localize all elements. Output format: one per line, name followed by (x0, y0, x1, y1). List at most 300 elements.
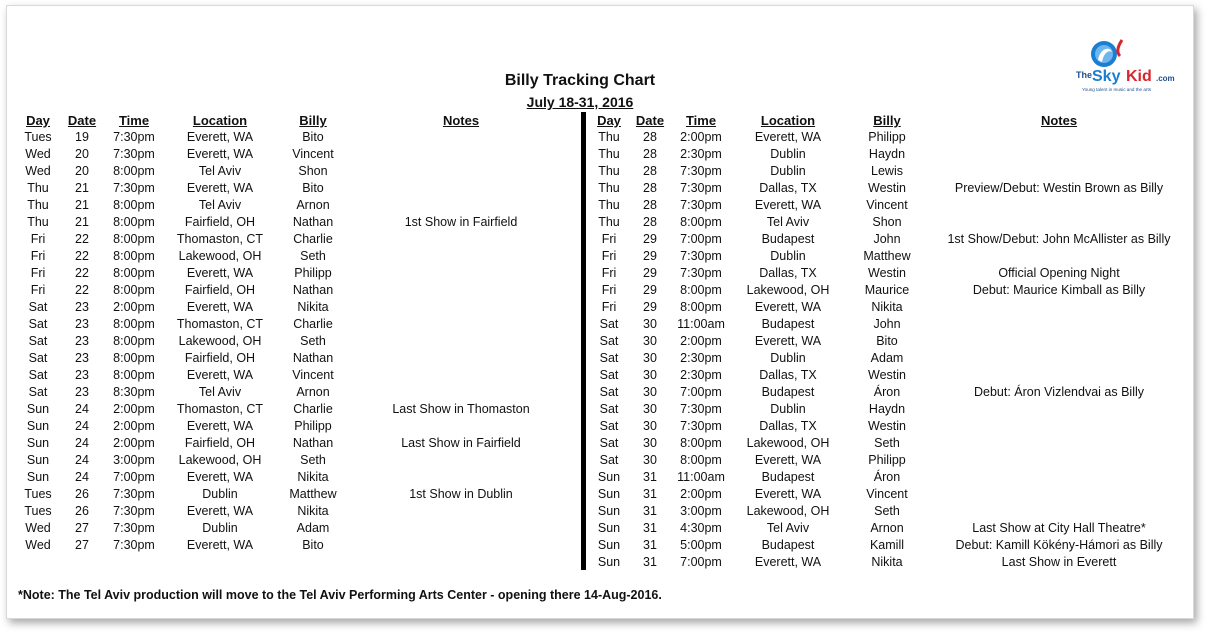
cell-day: Sun (597, 470, 621, 484)
cell-location: Everett, WA (186, 300, 254, 314)
cell-date: 22 (75, 232, 89, 246)
header-billy: Billy (299, 113, 327, 128)
cell-day: Tues (24, 487, 52, 501)
cell-notes (930, 129, 1188, 146)
cell-billy: Vincent (292, 368, 334, 382)
cell-day: Fri (30, 232, 46, 246)
table-row (16, 401, 572, 418)
cell-time: 8:00pm (113, 351, 155, 365)
cell-time: 2:00pm (113, 419, 155, 433)
cell-time: 7:30pm (680, 266, 722, 280)
cell-location: Thomaston, CT (176, 402, 264, 416)
page-subtitle: July 18-31, 2016 (526, 94, 634, 110)
cell-notes (350, 384, 572, 401)
cell-notes (930, 486, 1188, 503)
cell-notes (930, 316, 1188, 333)
header-date: Date (67, 113, 97, 128)
cell-notes (930, 469, 1188, 486)
cell-date: 28 (643, 215, 657, 229)
cell-location: Dublin (770, 249, 806, 263)
cell-billy: Arnon (296, 385, 330, 399)
cell-date: 31 (643, 470, 657, 484)
cell-time: 7:30pm (113, 538, 155, 552)
table-row (588, 299, 1188, 316)
cell-date: 31 (643, 487, 657, 501)
cell-time: 7:30pm (680, 419, 722, 433)
cell-billy: Westin (868, 181, 906, 195)
table-row (16, 469, 572, 486)
cell-location: Dallas, TX (759, 368, 817, 382)
table-row (588, 129, 1188, 146)
cell-date: 24 (75, 419, 89, 433)
cell-notes (930, 401, 1188, 418)
column-divider (581, 112, 586, 570)
cell-date: 31 (643, 538, 657, 552)
table-row (16, 435, 572, 452)
cell-billy: Seth (300, 334, 326, 348)
cell-day: Thu (598, 198, 620, 212)
table-row (588, 248, 1188, 265)
cell-day: Sat (599, 317, 619, 331)
cell-time: 8:00pm (113, 317, 155, 331)
cell-time: 8:00pm (113, 266, 155, 280)
cell-time: 5:00pm (680, 538, 722, 552)
cell-location: Everett, WA (186, 147, 254, 161)
cell-date: 31 (643, 521, 657, 535)
table-row (588, 469, 1188, 486)
cell-time: 8:00pm (680, 436, 722, 450)
cell-billy: Nikita (297, 470, 329, 484)
table-row (588, 435, 1188, 452)
cell-day: Thu (27, 198, 49, 212)
skykid-logo (1076, 38, 1180, 98)
cell-billy: Adam (296, 521, 330, 535)
cell-day: Sun (26, 453, 50, 467)
cell-notes: 1st Show in Dublin (409, 487, 513, 501)
cell-date: 31 (643, 555, 657, 569)
table-row (16, 180, 572, 197)
schedule-table-left (16, 112, 572, 554)
cell-day: Thu (27, 215, 49, 229)
table-row (16, 163, 572, 180)
cell-location: Dublin (202, 487, 238, 501)
table-row (588, 384, 1188, 401)
cell-time: 7:30pm (680, 198, 722, 212)
cell-date: 30 (643, 385, 657, 399)
table-row (16, 129, 572, 146)
cell-billy: Adam (870, 351, 904, 365)
cell-notes (930, 350, 1188, 367)
cell-day: Sat (28, 300, 48, 314)
cell-time: 8:00pm (113, 368, 155, 382)
cell-date: 27 (75, 521, 89, 535)
cell-location: Dublin (202, 521, 238, 535)
cell-day: Fri (601, 300, 617, 314)
table-row (16, 231, 572, 248)
cell-location: Budapest (761, 385, 815, 399)
header-notes: Notes (442, 113, 480, 128)
cell-date: 21 (75, 181, 89, 195)
cell-notes (930, 197, 1188, 214)
cell-notes (930, 503, 1188, 520)
cell-billy: Matthew (289, 487, 337, 501)
cell-time: 7:00pm (680, 385, 722, 399)
cell-day: Sat (28, 334, 48, 348)
cell-day: Sat (599, 385, 619, 399)
cell-billy: Westin (868, 419, 906, 433)
table-row (16, 367, 572, 384)
cell-location: Tel Aviv (198, 164, 242, 178)
cell-location: Fairfield, OH (184, 351, 256, 365)
table-row (588, 554, 1188, 571)
cell-date: 30 (643, 419, 657, 433)
cell-billy: Shon (872, 215, 902, 229)
table-header-row (16, 112, 572, 129)
cell-day: Sat (599, 334, 619, 348)
table-row (588, 401, 1188, 418)
cell-billy: Charlie (293, 232, 333, 246)
table-row (16, 214, 572, 231)
cell-date: 26 (75, 504, 89, 518)
cell-date: 29 (643, 232, 657, 246)
cell-location: Budapest (761, 232, 815, 246)
cell-date: 23 (75, 334, 89, 348)
cell-location: Thomaston, CT (176, 317, 264, 331)
cell-notes (350, 520, 572, 537)
cell-notes (350, 299, 572, 316)
cell-date: 29 (643, 266, 657, 280)
cell-notes: Last Show in Everett (1001, 555, 1117, 569)
cell-notes (930, 452, 1188, 469)
cell-location: Dallas, TX (759, 419, 817, 433)
header-location: Location (760, 113, 816, 128)
cell-time: 2:00pm (680, 130, 722, 144)
cell-date: 28 (643, 164, 657, 178)
cell-day: Sat (599, 368, 619, 382)
cell-billy: Philipp (294, 419, 332, 433)
cell-location: Lakewood, OH (746, 436, 830, 450)
cell-date: 19 (75, 130, 89, 144)
cell-day: Wed (25, 164, 51, 178)
header-day: Day (597, 113, 621, 128)
cell-billy: Nikita (871, 555, 903, 569)
cell-location: Tel Aviv (198, 198, 242, 212)
cell-day: Fri (601, 249, 617, 263)
cell-day: Wed (25, 538, 51, 552)
cell-location: Dublin (770, 402, 806, 416)
cell-notes: Last Show at City Hall Theatre* (972, 521, 1146, 535)
cell-time: 7:30pm (680, 164, 722, 178)
header-date: Date (635, 113, 665, 128)
header-billy: Billy (873, 113, 901, 128)
cell-location: Everett, WA (754, 300, 822, 314)
cell-day: Sat (599, 351, 619, 365)
cell-time: 2:30pm (680, 147, 722, 161)
cell-notes (350, 333, 572, 350)
cell-notes: Last Show in Thomaston (392, 402, 530, 416)
cell-day: Tues (24, 130, 52, 144)
table-row (588, 503, 1188, 520)
cell-location: Everett, WA (754, 555, 822, 569)
cell-day: Fri (30, 249, 46, 263)
cell-billy: Philipp (868, 130, 906, 144)
cell-billy: Philipp (868, 453, 906, 467)
cell-day: Fri (30, 283, 46, 297)
logo-the-text: The (1076, 70, 1093, 80)
cell-time: 7:30pm (113, 130, 155, 144)
cell-date: 24 (75, 453, 89, 467)
cell-location: Everett, WA (754, 334, 822, 348)
cell-notes (350, 282, 572, 299)
cell-time: 3:00pm (680, 504, 722, 518)
cell-time: 8:00pm (113, 198, 155, 212)
table-row (588, 520, 1188, 537)
cell-location: Everett, WA (186, 538, 254, 552)
cell-day: Wed (25, 147, 51, 161)
cell-time: 7:30pm (113, 521, 155, 535)
cell-time: 11:00am (677, 470, 725, 484)
cell-billy: Bito (876, 334, 898, 348)
cell-day: Thu (598, 164, 620, 178)
cell-notes (350, 180, 572, 197)
cell-notes (930, 418, 1188, 435)
cell-day: Thu (27, 181, 49, 195)
cell-time: 8:00pm (113, 249, 155, 263)
cell-location: Everett, WA (754, 130, 822, 144)
cell-day: Sun (597, 521, 621, 535)
table-row (588, 350, 1188, 367)
table-row (588, 418, 1188, 435)
cell-day: Fri (601, 283, 617, 297)
cell-notes (350, 503, 572, 520)
cell-billy: Vincent (866, 198, 908, 212)
cell-day: Sun (26, 402, 50, 416)
cell-location: Everett, WA (186, 504, 254, 518)
table-row (588, 367, 1188, 384)
cell-notes (350, 452, 572, 469)
cell-billy: Nathan (292, 436, 334, 450)
cell-day: Tues (24, 504, 52, 518)
cell-notes (350, 129, 572, 146)
cell-notes (350, 248, 572, 265)
cell-time: 8:00pm (113, 232, 155, 246)
cell-billy: Haydn (868, 147, 906, 161)
cell-day: Thu (598, 147, 620, 161)
cell-date: 28 (643, 181, 657, 195)
cell-date: 24 (75, 436, 89, 450)
cell-notes: Preview/Debut: Westin Brown as Billy (954, 181, 1164, 195)
cell-date: 30 (643, 453, 657, 467)
table-row (588, 265, 1188, 282)
cell-time: 2:00pm (680, 334, 722, 348)
cell-location: Budapest (761, 538, 815, 552)
cell-date: 23 (75, 317, 89, 331)
cell-notes (350, 469, 572, 486)
table-row (588, 163, 1188, 180)
cell-notes (350, 231, 572, 248)
cell-time: 7:30pm (113, 487, 155, 501)
cell-location: Everett, WA (186, 266, 254, 280)
cell-day: Thu (598, 181, 620, 195)
cell-time: 2:00pm (113, 436, 155, 450)
cell-location: Dublin (770, 351, 806, 365)
cell-notes (930, 163, 1188, 180)
header-location: Location (192, 113, 248, 128)
cell-billy: Seth (300, 249, 326, 263)
cell-location: Lakewood, OH (178, 249, 262, 263)
cell-location: Budapest (761, 317, 815, 331)
cell-date: 27 (75, 538, 89, 552)
cell-notes (350, 265, 572, 282)
table-row (16, 248, 572, 265)
table-row (588, 197, 1188, 214)
cell-billy: John (873, 317, 901, 331)
cell-day: Sun (26, 436, 50, 450)
cell-day: Sun (26, 470, 50, 484)
cell-day: Sun (597, 538, 621, 552)
table-row (16, 197, 572, 214)
cell-billy: Áron (873, 385, 901, 399)
cell-notes: Debut: Kamill Kökény-Hámori as Billy (955, 538, 1163, 552)
cell-date: 29 (643, 283, 657, 297)
cell-day: Sat (28, 368, 48, 382)
cell-billy: Westin (868, 266, 906, 280)
table-row (16, 520, 572, 537)
table-row (16, 486, 572, 503)
cell-time: 7:30pm (113, 504, 155, 518)
cell-date: 30 (643, 402, 657, 416)
cell-notes: 1st Show in Fairfield (404, 215, 518, 229)
table-row (16, 537, 572, 554)
table-row (16, 418, 572, 435)
cell-location: Dallas, TX (759, 266, 817, 280)
cell-day: Sat (599, 419, 619, 433)
cell-location: Everett, WA (186, 470, 254, 484)
cell-time: 2:00pm (113, 402, 155, 416)
header-day: Day (26, 113, 50, 128)
cell-billy: Nathan (292, 215, 334, 229)
table-row (16, 333, 572, 350)
cell-billy: Vincent (866, 487, 908, 501)
cell-day: Sat (599, 453, 619, 467)
cell-notes (930, 367, 1188, 384)
header-time: Time (685, 113, 717, 128)
cell-day: Sat (28, 351, 48, 365)
table-row (16, 503, 572, 520)
cell-day: Fri (601, 266, 617, 280)
cell-location: Everett, WA (754, 453, 822, 467)
cell-billy: Shon (298, 164, 328, 178)
cell-notes (350, 197, 572, 214)
cell-billy: Westin (868, 368, 906, 382)
cell-billy: Seth (874, 504, 900, 518)
cell-time: 8:00pm (113, 283, 155, 297)
cell-notes (350, 367, 572, 384)
cell-time: 8:00pm (113, 164, 155, 178)
cell-date: 30 (643, 317, 657, 331)
cell-date: 30 (643, 436, 657, 450)
cell-billy: Arnon (870, 521, 904, 535)
cell-notes: Debut: Áron Vizlendvai as Billy (974, 385, 1144, 399)
cell-date: 22 (75, 283, 89, 297)
cell-billy: Áron (873, 470, 901, 484)
cell-location: Everett, WA (186, 419, 254, 433)
cell-date: 23 (75, 368, 89, 382)
cell-date: 20 (75, 164, 89, 178)
cell-date: 23 (75, 300, 89, 314)
cell-billy: Maurice (864, 283, 910, 297)
cell-billy: Arnon (296, 198, 330, 212)
cell-billy: John (873, 232, 901, 246)
cell-location: Budapest (761, 470, 815, 484)
cell-time: 2:30pm (680, 368, 722, 382)
cell-time: 3:00pm (113, 453, 155, 467)
cell-billy: Kamill (869, 538, 905, 552)
cell-billy: Charlie (293, 402, 333, 416)
cell-location: Lakewood, OH (178, 453, 262, 467)
page-title: Billy Tracking Chart (504, 72, 656, 89)
cell-time: 7:00pm (680, 232, 722, 246)
table-row (588, 486, 1188, 503)
cell-billy: Matthew (863, 249, 911, 263)
cell-billy: Lewis (871, 164, 903, 178)
logo-kid-text: Kid (1126, 68, 1152, 85)
cell-date: 21 (75, 198, 89, 212)
cell-time: 7:00pm (113, 470, 155, 484)
table-row (588, 537, 1188, 554)
cell-notes (350, 146, 572, 163)
table-header-row (588, 112, 1188, 129)
header-time: Time (118, 113, 150, 128)
table-row (588, 316, 1188, 333)
cell-time: 8:00pm (680, 283, 722, 297)
cell-billy: Nathan (292, 283, 334, 297)
cell-billy: Philipp (294, 266, 332, 280)
cell-notes (930, 146, 1188, 163)
schedule-table-right (588, 112, 1188, 571)
cell-time: 7:00pm (680, 555, 722, 569)
cell-billy: Vincent (292, 147, 334, 161)
cell-day: Fri (30, 266, 46, 280)
cell-day: Sun (597, 504, 621, 518)
cell-billy: Bito (302, 181, 324, 195)
cell-time: 2:00pm (680, 487, 722, 501)
cell-time: 7:30pm (680, 181, 722, 195)
cell-location: Tel Aviv (766, 521, 810, 535)
cell-date: 28 (643, 147, 657, 161)
cell-notes: Last Show in Fairfield (401, 436, 521, 450)
cell-notes (930, 299, 1188, 316)
table-row (16, 350, 572, 367)
cell-date: 28 (643, 130, 657, 144)
cell-billy: Haydn (868, 402, 906, 416)
cell-location: Dublin (770, 164, 806, 178)
header-notes: Notes (1040, 113, 1078, 128)
table-row (16, 299, 572, 316)
cell-location: Tel Aviv (766, 215, 810, 229)
table-row (16, 146, 572, 163)
cell-date: 22 (75, 266, 89, 280)
cell-location: Everett, WA (186, 130, 254, 144)
cell-date: 30 (643, 334, 657, 348)
cell-location: Everett, WA (186, 181, 254, 195)
cell-time: 8:00pm (113, 215, 155, 229)
cell-billy: Nikita (297, 300, 329, 314)
cell-billy: Nikita (871, 300, 903, 314)
cell-notes (930, 333, 1188, 350)
cell-date: 23 (75, 385, 89, 399)
cell-time: 7:30pm (113, 147, 155, 161)
